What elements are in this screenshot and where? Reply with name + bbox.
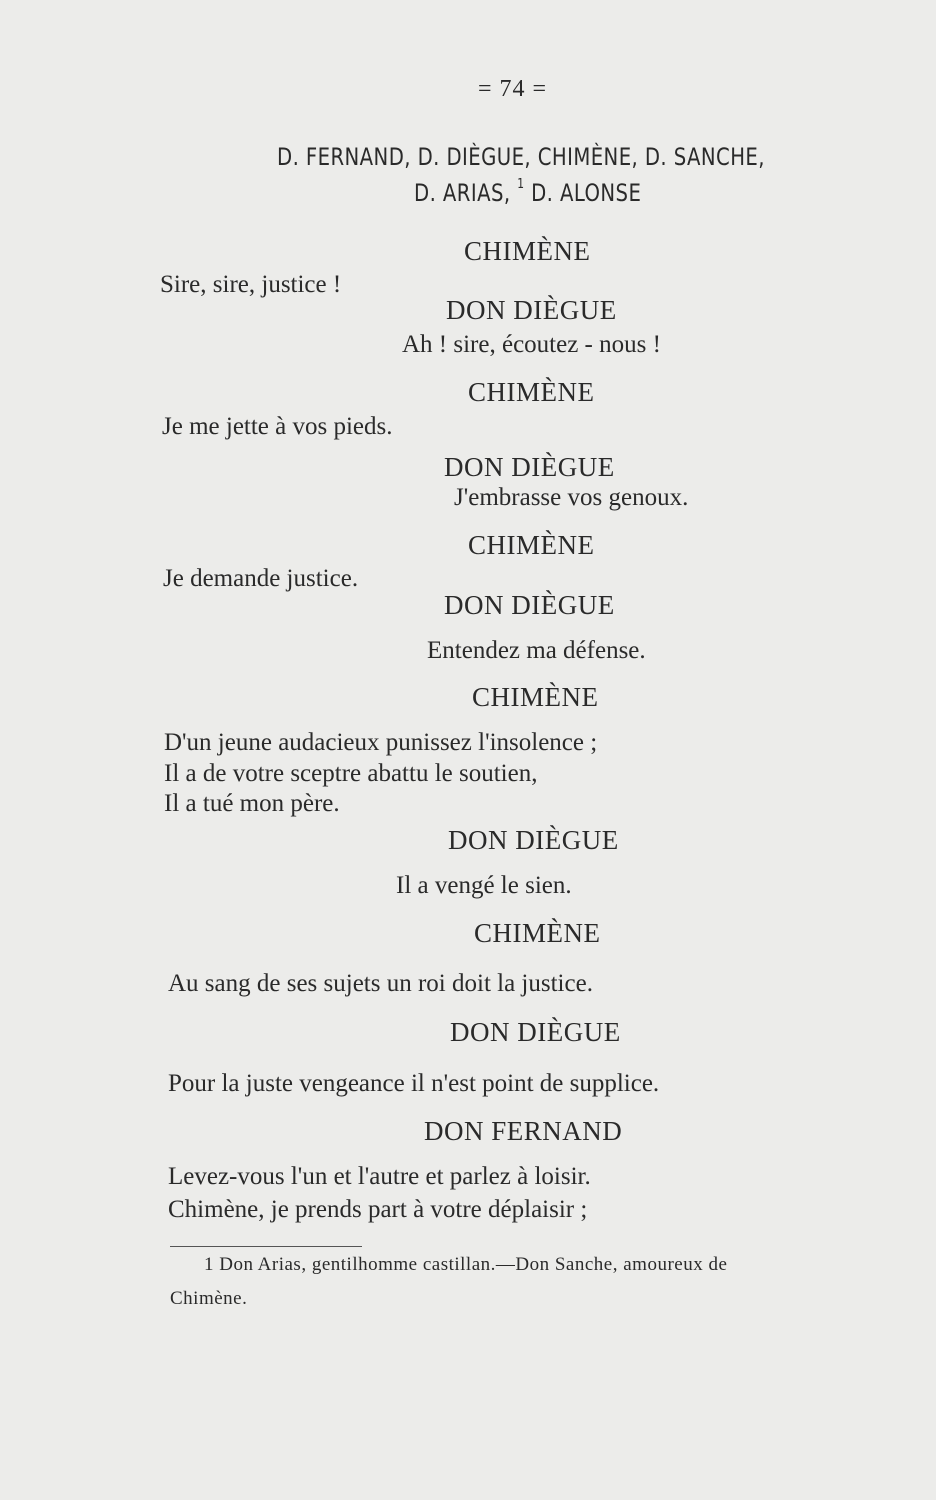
verse-line: J'embrasse vos genoux. bbox=[454, 484, 689, 511]
verse-line: Au sang de ses sujets un roi doit la justice. bbox=[168, 970, 593, 997]
verse-line: Levez-vous l'un et l'autre et parlez à loisir. bbox=[168, 1163, 591, 1190]
footnote-reference-marker: 1 bbox=[517, 177, 525, 192]
verse-line: Entendez ma défense. bbox=[427, 637, 646, 664]
footnote-text: Don Arias, gentilhomme castillan.—Don Sanche, amoureux de bbox=[219, 1254, 728, 1275]
verse-line: Je demande justice. bbox=[163, 565, 359, 592]
speaker-name: DON DIÈGUE bbox=[444, 452, 615, 482]
speaker-name: DON DIÈGUE bbox=[450, 1017, 621, 1047]
footnote-line-2: Chimène. bbox=[170, 1288, 248, 1309]
verse-line: Chimène, je prends part à votre déplaisir ; bbox=[168, 1196, 588, 1223]
scene-heading-line-1: D. FERNAND, D. DIÈGUE, CHIMÈNE, D. SANCHE, bbox=[277, 143, 765, 171]
page-number: = 74 = bbox=[478, 76, 548, 102]
verse-line: D'un jeune audacieux punissez l'insolence ; bbox=[164, 729, 598, 756]
speaker-name: CHIMÈNE bbox=[464, 236, 591, 266]
verse-line: Ah ! sire, écoutez - nous ! bbox=[402, 331, 661, 358]
verse-line: Je me jette à vos pieds. bbox=[162, 413, 393, 440]
scene-heading-line-2-prefix: D. ARIAS, bbox=[414, 179, 511, 207]
speaker-name: DON FERNAND bbox=[424, 1116, 623, 1146]
speaker-name: DON DIÈGUE bbox=[448, 825, 619, 855]
scene-heading-line-2-suffix: D. ALONSE bbox=[531, 179, 642, 207]
verse-line: Sire, sire, justice ! bbox=[160, 271, 342, 298]
speaker-name: CHIMÈNE bbox=[468, 530, 595, 560]
verse-line: Il a vengé le sien. bbox=[396, 872, 572, 899]
scene-heading-line-2 bbox=[414, 179, 641, 207]
speaker-name: DON DIÈGUE bbox=[446, 295, 617, 325]
footnote-line-1 bbox=[204, 1254, 727, 1276]
footnote-divider bbox=[170, 1246, 362, 1247]
speaker-name: DON DIÈGUE bbox=[444, 590, 615, 620]
footnote-marker: 1 bbox=[204, 1254, 214, 1275]
verse-line: Il a tué mon père. bbox=[164, 790, 340, 817]
speaker-name: CHIMÈNE bbox=[474, 918, 601, 948]
speaker-name: CHIMÈNE bbox=[468, 377, 595, 407]
verse-line: Pour la juste vengeance il n'est point de supplice. bbox=[168, 1070, 660, 1097]
verse-line: Il a de votre sceptre abattu le soutien, bbox=[164, 760, 538, 787]
speaker-name: CHIMÈNE bbox=[472, 682, 599, 712]
